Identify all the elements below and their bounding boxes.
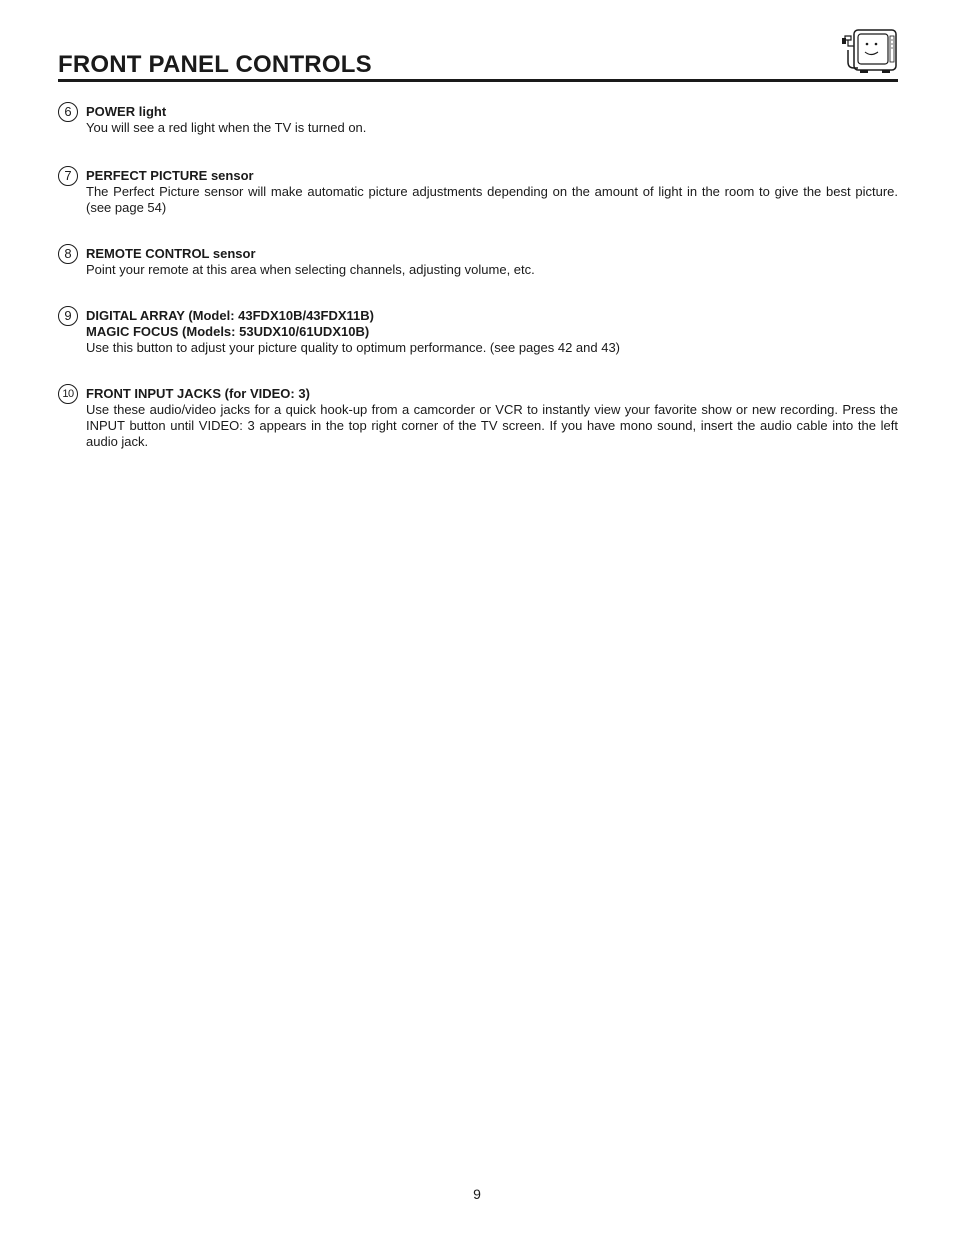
item-description: Point your remote at this area when selecting channels, adjusting volume, etc. xyxy=(86,262,535,277)
page-number: 9 xyxy=(473,1186,481,1202)
list-item xyxy=(58,308,898,386)
item-description: You will see a red light when the TV is turned on. xyxy=(86,120,367,135)
page-header xyxy=(58,28,898,84)
title-rule xyxy=(58,79,898,82)
item-heading: DIGITAL ARRAY (Model: 43FDX10B/43FDX11B) xyxy=(86,308,374,323)
list-item xyxy=(58,104,898,168)
list-item xyxy=(58,168,898,246)
item-description: The Perfect Picture sensor will make automatic picture adjustments depending on the amount of light in the room to give the best picture. (see page 54) xyxy=(86,184,898,215)
item-number-badge: 8 xyxy=(58,244,78,264)
page-title: FRONT PANEL CONTROLS xyxy=(58,51,372,78)
item-number-badge: 9 xyxy=(58,306,78,326)
item-number-badge: 6 xyxy=(58,102,78,122)
item-heading: MAGIC FOCUS (Models: 53UDX10/61UDX10B) xyxy=(86,324,370,339)
item-heading: FRONT INPUT JACKS (for VIDEO: 3) xyxy=(86,386,310,401)
list-item xyxy=(58,246,898,308)
control-list xyxy=(58,104,898,450)
item-description: Use these audio/video jacks for a quick hook-up from a camcorder or VCR to instantly view your favorite show or new recording. Press the INPUT button until VIDEO: 3 appears in the top right corner of the TV screen. If you have mono sound, insert the audio cable into the left audio jack. xyxy=(86,402,898,449)
item-heading: POWER light xyxy=(86,104,167,119)
item-number-badge: 7 xyxy=(58,166,78,186)
item-number-badge: 10 xyxy=(58,384,78,404)
list-item xyxy=(58,386,898,450)
tv-mascot-icon xyxy=(840,28,898,74)
item-heading: PERFECT PICTURE sensor xyxy=(86,168,254,183)
item-heading: REMOTE CONTROL sensor xyxy=(86,246,256,261)
item-description: Use this button to adjust your picture quality to optimum performance. (see pages 42 and 43) xyxy=(86,340,621,355)
